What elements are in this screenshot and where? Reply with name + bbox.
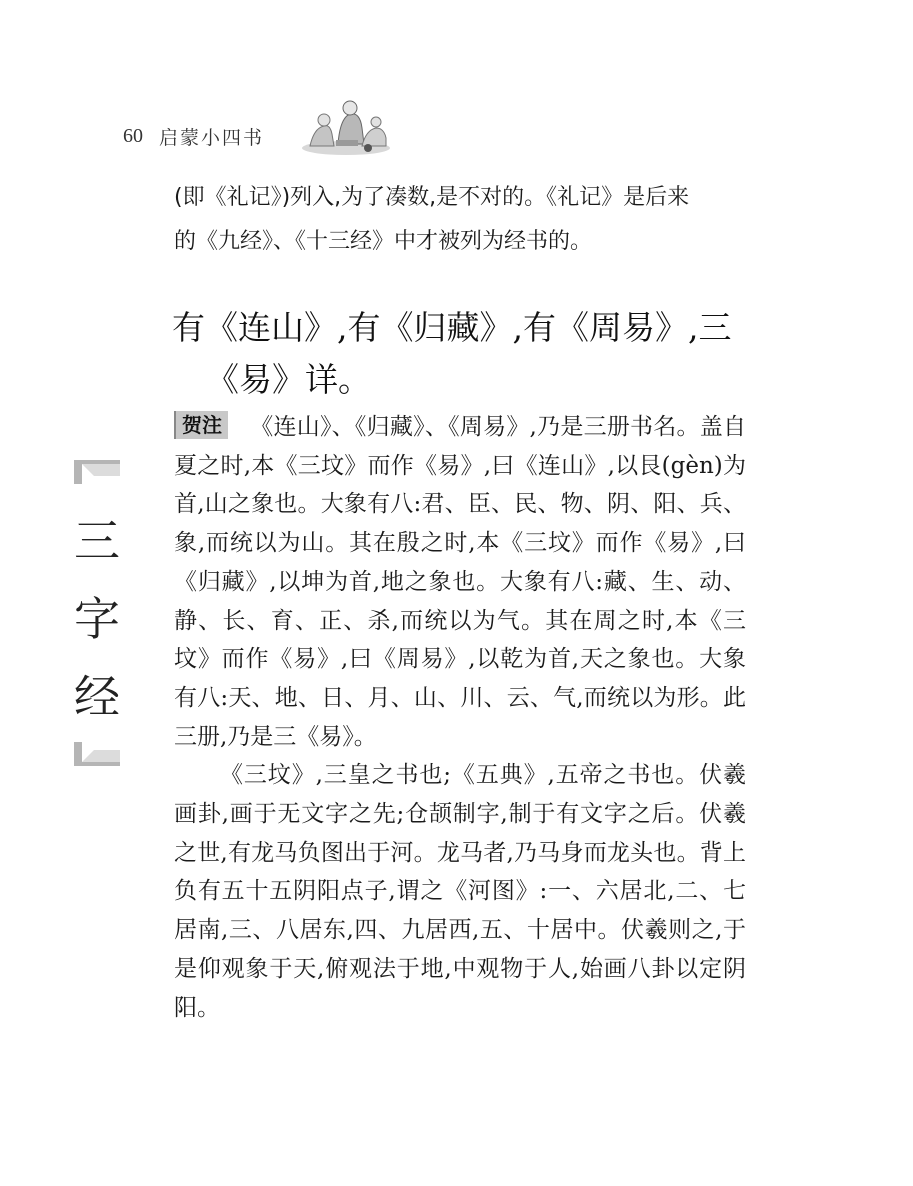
intro-line: 的《九经》、《十三经》中才被列为经书的。 bbox=[174, 229, 593, 254]
side-tab-char: 经 bbox=[74, 670, 120, 724]
verse-line: 《易》详。 bbox=[206, 360, 371, 399]
commentary-paragraph: 《三坟》,三皇之书也;《五典》,五帝之书也。伏羲画卦,画于无文字之先;仓颉制字,制于有文字之后。伏羲之世,有龙马负图出于河。龙马者,乃马身而龙头也。背上负有五十五阴阳点子,谓之《河图》:一、六居北,二、七居南,三、八居东,四、九居西,五、十居中。伏羲则之,于是仰观象于天,俯观法于地,中观物于人,始画八卦以定阴阳。 bbox=[174, 762, 746, 1021]
commentary-paragraph-text: 《连山》、《归藏》、《周易》,乃是三册书名。盖自夏之时,本《三坟》而作《易》,曰《连山》,以艮(gèn)为首,山之象也。大象有八:君、臣、民、物、阴、阳、兵、象,而统以为山。其在殷之时,本《三坟》而作《易》,曰《归藏》,以坤为首,地之象也。大象有八:藏、生、动、静、长、育、正、杀,而统以为气。其在周之时,本《三坟》而作《易》,曰《周易》,以乾为首,天之象也。大象有八:天、地、日、月、山、川、云、气,而统以为形。此三册,乃是三《易》。 bbox=[174, 414, 746, 750]
side-tab-char: 字 bbox=[74, 592, 120, 646]
verse bbox=[172, 302, 748, 406]
bracket-bottom-icon bbox=[74, 742, 120, 766]
side-tab-title bbox=[70, 502, 124, 736]
running-header bbox=[123, 118, 264, 154]
intro-text bbox=[174, 176, 746, 264]
intro-line: (即《礼记》)列入,为了凑数,是不对的。《礼记》是后来 bbox=[174, 185, 690, 210]
verse-line: 有《连山》,有《归藏》,有《周易》,三 bbox=[172, 308, 732, 347]
side-tab-char: 三 bbox=[74, 514, 120, 568]
bracket-top-icon bbox=[74, 460, 120, 484]
section-side-tab bbox=[70, 460, 124, 766]
commentary-label: 贺注 bbox=[174, 411, 228, 439]
book-title: 启蒙小四书 bbox=[159, 126, 265, 149]
commentary bbox=[174, 408, 746, 1027]
commentary-paragraph bbox=[174, 408, 746, 756]
scholars-illustration-icon bbox=[300, 98, 392, 158]
page-number: 60 bbox=[123, 124, 143, 147]
